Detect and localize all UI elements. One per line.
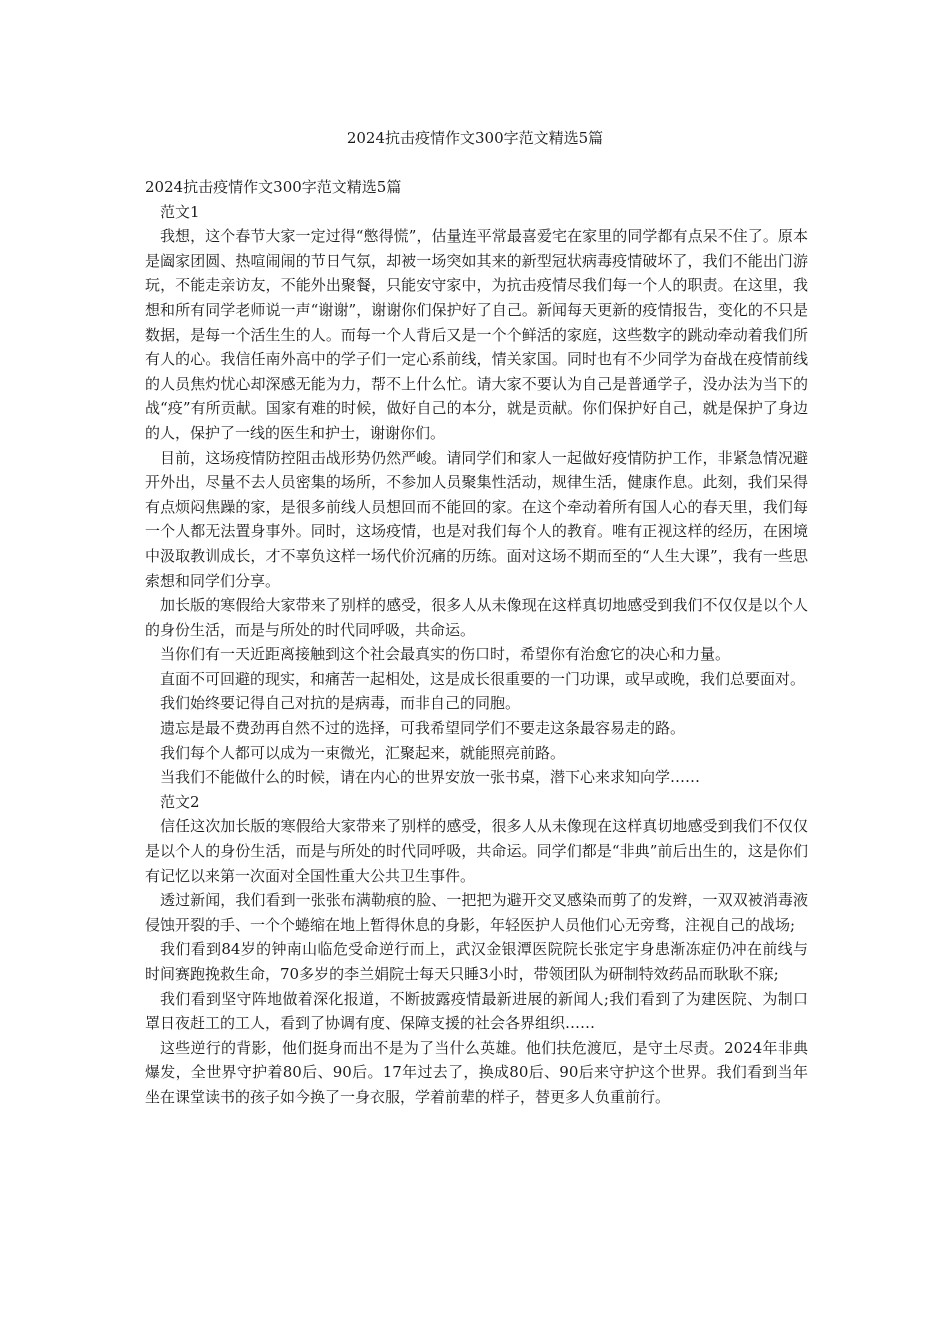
paragraph: 这些逆行的背影，他们挺身而出不是为了当什么英雄。他们扶危渡厄，是守土尽责。2024年非典爆发，全世界守护着80后、90后。17年过去了，换成80后、90后来守护这个世界。我们看到当年坐在课堂读书的孩子如今换了一身衣服，学着前辈的样子，替更多人负重前行。 [145,1038,808,1106]
paragraph: 我们始终要记得自己对抗的是病毒，而非自己的同胞。 [160,694,521,713]
document-subtitle: 2024抗击疫情作文300字范文精选5篇 [145,178,402,196]
paragraph: 当你们有一天近距离接触到这个社会最真实的伤口时，希望你有治愈它的决心和力量。 [160,645,731,664]
document-body [145,175,808,1110]
paragraph: 遗忘是最不费劲再自然不过的选择，可我希望同学们不要走这条最容易走的路。 [160,719,686,738]
paragraph: 加长版的寒假给大家带来了别样的感受，很多人从未像现在这样真切地感受到我们不仅仅是以个人的身份生活，而是与所处的时代同呼吸，共命运。 [145,596,808,639]
paragraph: 透过新闻，我们看到一张张布满勒痕的脸、一把把为避开交叉感染而剪了的发辫，一双双被消毒液侵蚀开裂的手、一个个蜷缩在地上暂得休息的身影，年轻医护人员他们心无旁骛，注视自己的战场; [145,891,808,934]
section-heading-2: 范文2 [160,792,200,811]
document-title: 2024抗击疫情作文300字范文精选5篇 [346,129,604,147]
paragraph: 直面不可回避的现实，和痛苦一起相处，这是成长很重要的一门功课，或早或晚，我们总要面对。 [160,669,806,688]
paragraph: 当我们不能做什么的时候，请在内心的世界安放一张书桌，潜下心来求知向学…… [160,768,701,787]
paragraph: 我们每个人都可以成为一束微光，汇聚起来，就能照亮前路。 [160,743,566,762]
paragraph: 信任这次加长版的寒假给大家带来了别样的感受，很多人从未像现在这样真切地感受到我们不仅仅是以个人的身份生活，而是与所处的时代同呼吸，共命运。同学们都是“非典”前后出生的，这是你们有记忆以来第一次面对全国性重大公共卫生事件。 [145,817,808,885]
section-heading-1: 范文1 [160,202,200,221]
paragraph: 我们看到84岁的钟南山临危受命逆行而上，武汉金银潭医院院长张定宇身患渐冻症仍冲在前线与时间赛跑挽救生命，70多岁的李兰娟院士每天只睡3小时，带领团队为研制特效药品而耿耿不寐; [145,940,808,983]
paragraph: 我们看到坚守阵地做着深化报道，不断披露疫情最新进展的新闻人;我们看到了为建医院、为制口罩日夜赶工的工人，看到了协调有度、保障支援的社会各界组织…… [145,989,808,1033]
paragraph: 目前，这场疫情防控阻击战形势仍然严峻。请同学们和家人一起做好疫情防护工作，非紧急情况避开外出，尽量不去人员密集的场所，不参加人员聚集性活动，规律生活，健康作息。此刻，我们呆得有点烦闷焦躁的家，是很多前线人员想回而不能回的家。在这个牵动着所有国人心的春天里，我们每一个人都无法置身事外。同时，这场疫情，也是对我们每个人的教育。唯有正视这样的经历，在困境中汲取教训成长，才不辜负这样一场代价沉痛的历练。面对这场不期而至的“人生大课”，我有一些思索想和同学们分享。 [145,448,808,590]
paragraph: 我想，这个春节大家一定过得“憋得慌”，估量连平常最喜爱宅在家里的同学都有点呆不住了。原本是阖家团圆、热喧闹闹的节日气氛，却被一场突如其来的新型冠状病毒疫情破坏了，我们不能出门游玩，不能走亲访友，不能外出聚餐，只能安守家中，为抗击疫情尽我们每一个人的职责。在这里，我想和所有同学老师说一声“谢谢”，谢谢你们保护好了自己。新闻每天更新的疫情报告，变化的不只是数据，是每一个活生生的人。而每一个人背后又是一个个鲜活的家庭，这些数字的跳动牵动着我们所有人的心。我信任南外高中的学子们一定心系前线，情关家国。同时也有不少同学为奋战在疫情前线的人员焦灼忧心却深感无能为力，帮不上什么忙。请大家不要认为自己是普通学子，没办法为当下的战“疫”有所贡献。国家有难的时候，做好自己的本分，就是贡献。你们保护好自己，就是保护了身边的人，保护了一线的医生和护士，谢谢你们。 [145,227,808,442]
